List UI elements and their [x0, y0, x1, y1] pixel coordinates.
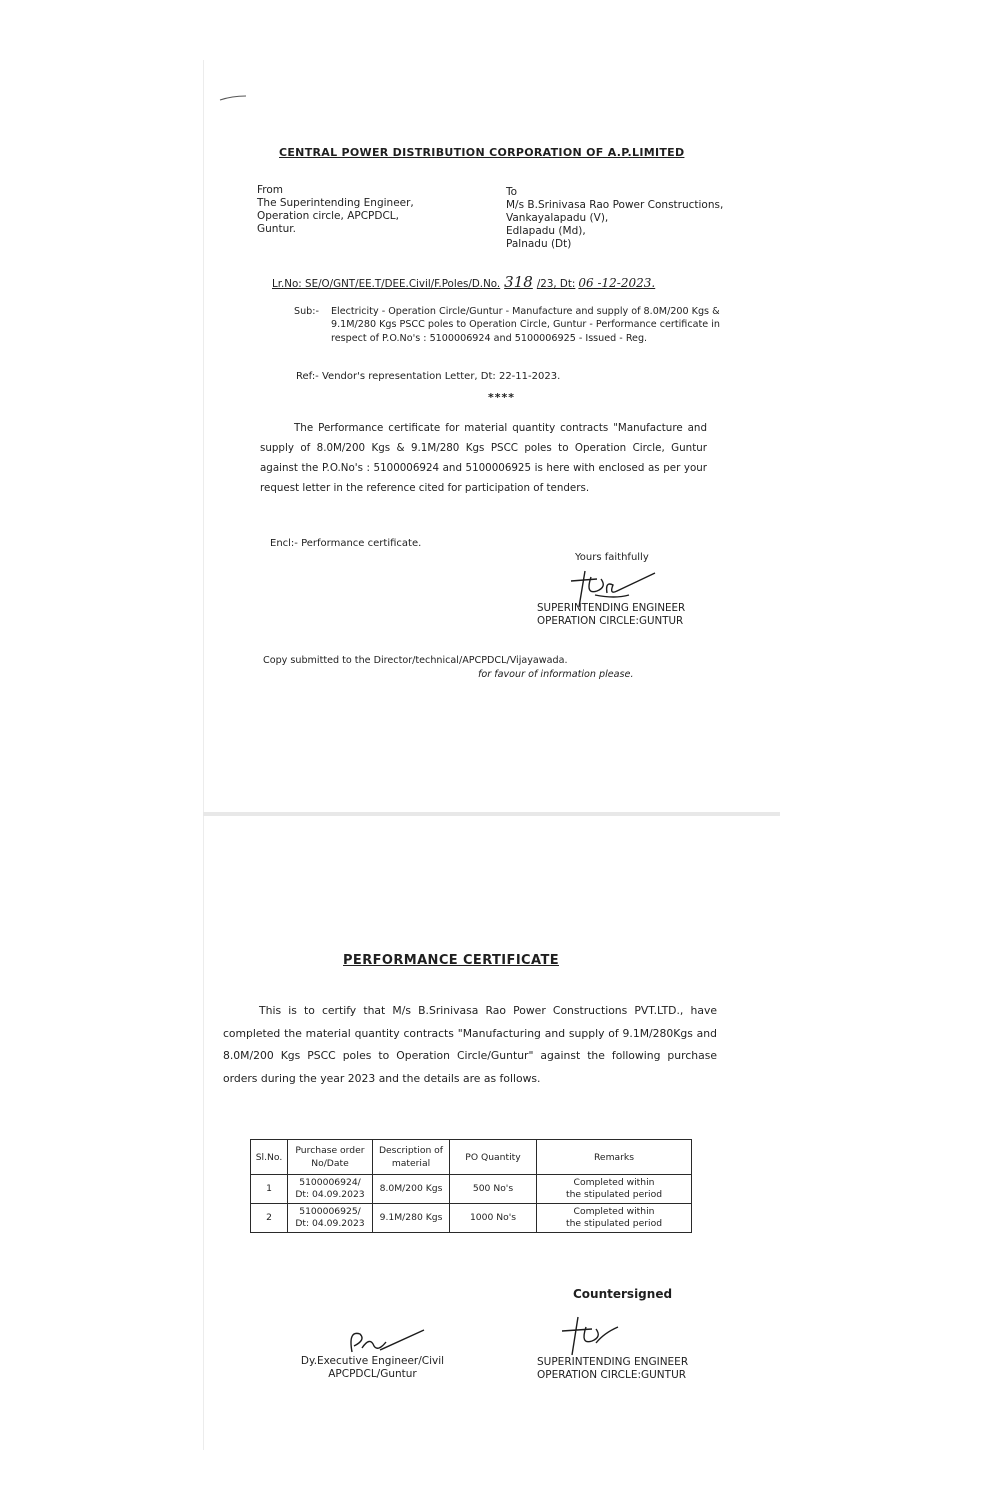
cell-remarks-line: Completed within	[573, 1177, 655, 1188]
from-line: The Superintending Engineer,	[257, 197, 414, 209]
from-block	[257, 184, 477, 236]
cell-po-number: 5100006924/	[299, 1177, 361, 1188]
ref-no-label: Lr.No: SE/O/GNT/EE.T/DEE.Civil/F.Poles/D.No.	[272, 278, 501, 290]
cell-slno: 1	[251, 1175, 288, 1204]
cell-material: 8.0M/200 Kgs	[373, 1175, 450, 1204]
certificate-body: This is to certify that M/s B.Srinivasa Rao Power Constructions PVT.LTD., have completed the material quantity contracts "Manufacturing and supply of 9.1M/280Kgs and 8.0M/200 Kgs PSCC poles to Operation Circle/Guntur" against the following purchase orders during the year 2023 and the details are as follows.	[223, 1004, 717, 1085]
table-header-slno: Sl.No.	[251, 1140, 288, 1175]
cell-slno: 2	[251, 1204, 288, 1233]
cell-po-date: Dt: 04.09.2023	[295, 1218, 365, 1229]
table-header-material: Description of material	[373, 1140, 450, 1175]
letter-body-block	[260, 418, 707, 498]
letter-reference-number	[272, 273, 655, 291]
ref-no-date-handwritten: 06 -12-2023.	[578, 276, 656, 290]
enclosure-line: Encl:- Performance certificate.	[270, 538, 422, 549]
right-signatory-title: SUPERINTENDING ENGINEER	[537, 1356, 689, 1368]
signature-icon	[548, 1313, 628, 1358]
signature-icon	[340, 1322, 430, 1358]
ref-no-mid: /23, Dt:	[536, 278, 576, 290]
countersigned-label: Countersigned	[573, 1287, 673, 1301]
reference-label: Ref:-	[296, 371, 319, 382]
to-line: Edlapadu (Md),	[506, 225, 586, 237]
closing-yours-faithfully: Yours faithfully	[575, 552, 649, 563]
reference-text: Vendor's representation Letter, Dt: 22-11-2023.	[321, 371, 561, 382]
left-signatory-office: APCPDCL/Guntur	[328, 1368, 417, 1380]
cell-remarks-line: the stipulated period	[565, 1218, 663, 1229]
to-block	[506, 186, 756, 251]
cell-po-date: Dt: 04.09.2023	[295, 1189, 365, 1200]
right-signatory-office: OPERATION CIRCLE:GUNTUR	[537, 1369, 687, 1381]
cell-po-number: 5100006925/	[299, 1206, 361, 1217]
ref-no-number: 318	[504, 273, 533, 291]
table-header-quantity: PO Quantity	[450, 1140, 537, 1175]
certificate-body-block	[223, 1000, 717, 1090]
copy-line: Copy submitted to the Director/technical/APCPDCL/Vijayawada.	[263, 655, 568, 666]
scan-mark-icon	[218, 93, 248, 103]
subject-block	[294, 305, 724, 345]
letter-signatory-office: OPERATION CIRCLE:GUNTUR	[537, 615, 684, 627]
to-label: To	[506, 186, 518, 198]
from-line: Operation circle, APCPDCL,	[257, 210, 399, 222]
copy-line-note: for favour of information please.	[478, 669, 634, 680]
cell-po	[288, 1204, 373, 1233]
cell-quantity: 1000 No's	[450, 1204, 537, 1233]
left-signatory-block	[290, 1355, 455, 1381]
to-line: M/s B.Srinivasa Rao Power Constructions,	[506, 199, 724, 211]
purchase-order-table	[250, 1139, 692, 1233]
table-row	[251, 1204, 692, 1233]
right-signatory-block	[537, 1356, 688, 1382]
subject-label: Sub:-	[294, 306, 319, 317]
cell-remarks-line: Completed within	[573, 1206, 655, 1217]
letter-signatory-title: SUPERINTENDING ENGINEER	[537, 602, 686, 614]
cell-remarks	[537, 1204, 692, 1233]
letter-signatory-block	[537, 602, 685, 628]
letter-body: The Performance certificate for material quantity contracts "Manufacture and supply of 8.0M/200 Kgs & 9.1M/280 Kgs PSCC poles to Operation Circle, Guntur against the P.O.No's : 5100006924 and 5100006925 is here with enclosed as per your request letter in the reference cited for participation of tenders.	[260, 422, 707, 494]
subject-text: Electricity - Operation Circle/Guntur - Manufacture and supply of 8.0M/200 Kgs & 9.1M/280 Kgs PSCC poles to Operation Circle, Guntur - Performance certificate in respect of P.O.No's : 5100006924 and 5100006925 - Issued - Reg.	[331, 306, 720, 344]
left-signatory-title: Dy.Executive Engineer/Civil	[300, 1355, 445, 1367]
cell-quantity: 500 No's	[450, 1175, 537, 1204]
to-line: Vankayalapadu (V),	[506, 212, 609, 224]
stars-divider: ****	[488, 391, 516, 404]
page-edge-line	[203, 60, 204, 1450]
from-line: Guntur.	[257, 223, 296, 235]
reference-line	[296, 371, 560, 382]
cell-material: 9.1M/280 Kgs	[373, 1204, 450, 1233]
table-header-row	[251, 1140, 692, 1175]
from-label: From	[257, 184, 284, 196]
table-header-remarks: Remarks	[537, 1140, 692, 1175]
page-separator	[203, 812, 780, 816]
cell-po	[288, 1175, 373, 1204]
table-header-po: Purchase order No/Date	[288, 1140, 373, 1175]
to-line: Palnadu (Dt)	[506, 238, 572, 250]
letter-org-title: CENTRAL POWER DISTRIBUTION CORPORATION OF A.P.LIMITED	[279, 146, 685, 159]
cell-remarks	[537, 1175, 692, 1204]
certificate-title: PERFORMANCE CERTIFICATE	[343, 953, 559, 968]
table-row	[251, 1175, 692, 1204]
cell-remarks-line: the stipulated period	[565, 1189, 663, 1200]
